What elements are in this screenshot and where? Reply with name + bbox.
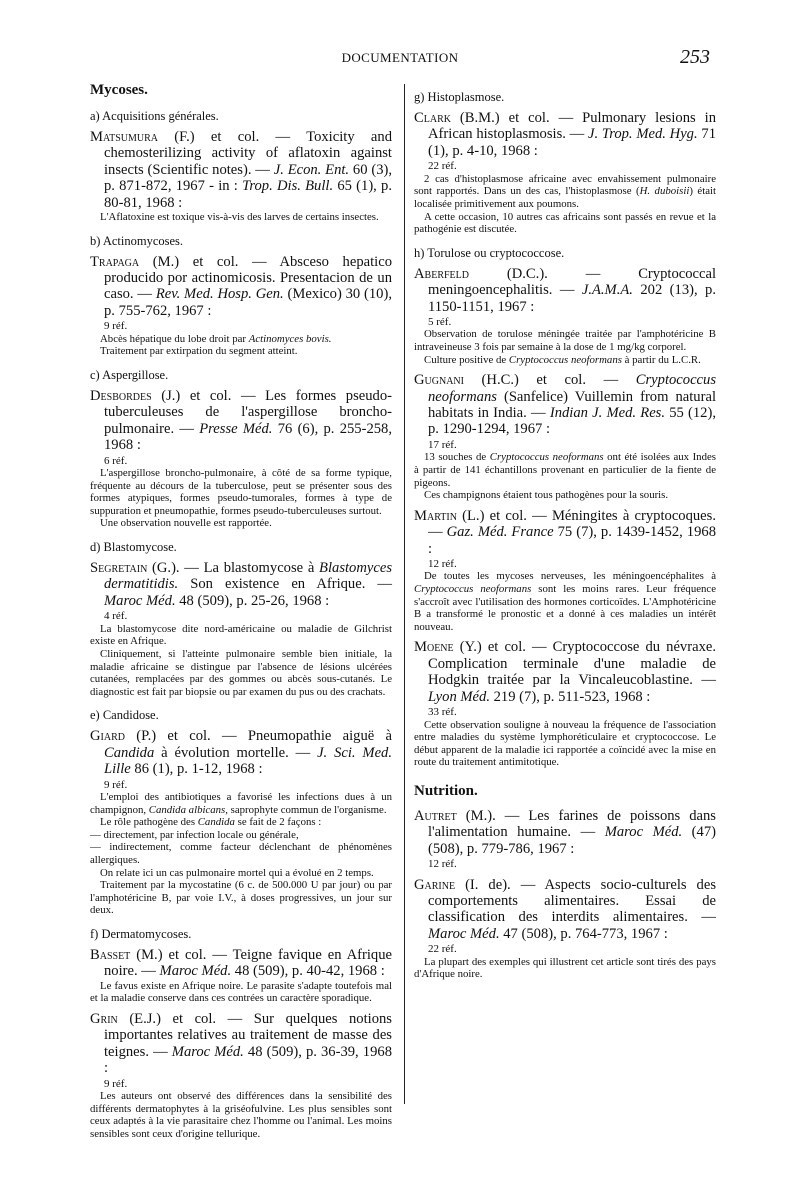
journal-title: Presse Méd. xyxy=(199,420,273,437)
bibliography-entry xyxy=(90,947,392,1005)
subsection-heading: e) Candidose. xyxy=(90,708,159,723)
reference-count: 22 réf. xyxy=(428,943,457,956)
citation: Moene (Y.) et col. — Cryptococcose du névraxe. Complication terminale d'une maladie de Hodgkin traitée par la Vincaleucoblastine. — Lyon Méd. 219 (7), p. 511-523, 1968 : xyxy=(414,639,716,705)
abstract: Le favus existe en Afrique noire. Le parasite s'adapte toutefois mal et la maladie conserve dans ces contrées un caractère sporadique. xyxy=(90,979,392,1005)
section-heading-nutrition: Nutrition. xyxy=(414,782,478,799)
abstract: L'emploi des antibiotiques a favorisé les infections dues à un champignon, Candida albicans, saprophyte commun de l'organisme. Le rôle pathogène des Candida se fait de 2 façons : — directement, par infection locale ou générale, — indirectement, comme facteur déclenchant de phénomènes allergiques. On relate ici un cas pulmonaire mortel qui a évolué en 2 temps. Traitement par la mycostatine (6 c. de 500.000 U par jour) ou par l'amphotéricine B, par voie I.V., à doses progressives, un jour sur deux. xyxy=(90,791,392,917)
bibliography-entry xyxy=(90,129,392,224)
citation: Desbordes (J.) et col. — Les formes pseudo-tuberculeuses de l'aspergillose broncho-pulmonaire. — Presse Méd. 76 (6), p. 255-258, 1968 : xyxy=(90,387,392,454)
author-name: Giard xyxy=(90,728,125,745)
citation: Clark (B.M.) et col. — Pulmonary lesions in African histoplasmosis. — J. Trop. Med. Hyg. 71 (1), p. 4-10, 1968 : xyxy=(414,110,716,159)
reference-count: 33 réf. xyxy=(428,706,457,718)
journal-title: Trop. Dis. Bull. xyxy=(242,178,334,195)
bibliography-entry xyxy=(414,639,716,769)
citation: Trapaga (M.) et col. — Absceso hepatico producido por actinomicosis. Presentacion de un caso. — Rev. Med. Hosp. Gen. (Mexico) 30 (10), p. 755-762, 1967 : xyxy=(90,253,392,319)
reference-count: 4 réf. xyxy=(104,610,128,623)
author-name: Martin xyxy=(414,507,457,524)
citation: Martin (L.) et col. — Méningites à cryptocoques. — Gaz. Méd. France 75 (7), p. 1439-1452, 1968 : xyxy=(414,507,716,557)
bibliography-entry xyxy=(90,254,392,358)
column-divider xyxy=(404,84,405,1104)
journal-title: Rev. Med. Hosp. Gen. xyxy=(155,286,284,303)
abstract: La plupart des exemples qui illustrent cet article sont tirés des pays d'Afrique noire. xyxy=(414,955,716,981)
bibliography-entry xyxy=(90,388,392,530)
abstract: L'aspergillose broncho-pulmonaire, à côté de sa forme typique, fréquente au décours de la tuberculose, peut se présenter sous des formes atypiques, formes pseudo-tumorales, formes à type de suppuration et pneumopathie, formes pseudo-tuberculeuses surtout. Une observation nouvelle est rapportée. xyxy=(90,467,392,530)
bibliography-entry xyxy=(414,266,716,367)
author-name: Grin xyxy=(90,1010,118,1027)
running-title: DOCUMENTATION xyxy=(341,50,459,65)
author-name: Segretain xyxy=(90,560,148,577)
abstract: Les auteurs ont observé des différences dans la sensibilité des différents dermatophytes à la griséofulvine. Les plus sensibles sont ceux adaptés à la vie parasitaire chez l'homme ou l'animal. Les moins sensibles sont ceux d'origine tellurique. xyxy=(90,1090,392,1140)
bibliography-entry xyxy=(90,728,392,917)
abstract: 2 cas d'histoplasmose africaine avec envahissement pulmonaire sont rapportés. Dans un des cas, l'histoplasmose (H. duboisii) était localisée primitivement aux poumons. A cette occasion, 10 autres cas africains sont passés en revue et la pathogénie est discutée. xyxy=(414,172,716,236)
reference-count: 6 réf. xyxy=(104,454,128,467)
reference-count: 12 réf. xyxy=(428,557,457,570)
citation: Grin (E.J.) et col. — Sur quelques notions importantes relatives au traitement de masse des teignes. — Maroc Méd. 48 (509), p. 36-39, 1968 : xyxy=(90,1010,392,1077)
subsection-heading: b) Actinomycoses. xyxy=(90,233,184,248)
reference-count: 17 réf. xyxy=(428,438,457,451)
author-name: Trapaga xyxy=(90,253,140,270)
subsection-heading: g) Histoplasmose. xyxy=(414,90,505,104)
reference-count: 22 réf. xyxy=(428,160,457,173)
abstract: Abcès hépatique du lobe droit par Actinomyces bovis. Traitement par extirpation du segment atteint. xyxy=(100,332,332,358)
reference-count: 9 réf. xyxy=(104,1077,128,1090)
bibliography-entry xyxy=(414,877,716,981)
journal-title: Gaz. Méd. France xyxy=(446,524,554,541)
bibliography-entry xyxy=(414,508,716,634)
journal-title: J. Sci. Med. Lille xyxy=(104,744,392,778)
abstract: L'Aflatoxine est toxique vis-à-vis des larves de certains insectes. xyxy=(100,211,379,224)
journal-title: Maroc Méd. xyxy=(104,592,176,609)
author-name: Gugnani xyxy=(414,372,464,389)
bibliography-entry xyxy=(414,110,716,236)
journal-title: Maroc Méd. xyxy=(171,1043,244,1060)
reference-count: 9 réf. xyxy=(104,320,128,333)
author-name: Clark xyxy=(414,110,451,126)
citation: Gugnani (H.C.) et col. — Cryptococcus neoformans (Sanfelice) Vuillemin from natural habitats in India. — Indian J. Med. Res. 55 (12), p. 1290-1294, 1967 : xyxy=(414,372,716,438)
abstract: La blastomycose dite nord-américaine ou maladie de Gilchrist existe en Afrique. Cliniquement, si l'atteinte pulmonaire semble bien initiale, la maladie africaine se distingue par l'absence de lésions ulcérées cutanées, remplacées par des gommes ou abcès sous-cutanés. Le diagnostic est fait par biopsie ou par examen du pus ou des crachats. xyxy=(90,622,392,698)
author-name: Aberfeld xyxy=(414,265,469,282)
right-column xyxy=(414,80,716,987)
citation: Aberfeld (D.C.). — Cryptococcal meningoencephalitis. — J.A.M.A. 202 (13), p. 1150-1151, 1967 : xyxy=(414,265,716,315)
citation: Basset (M.) et col. — Teigne favique en Afrique noire. — Maroc Méd. 48 (509), p. 40-42, 1968 : xyxy=(90,946,392,980)
subsection-heading: f) Dermatomycoses. xyxy=(90,926,192,941)
author-name: Garine xyxy=(414,876,456,893)
journal-title: J. Econ. Ent. xyxy=(273,161,350,178)
journal-title: Lyon Méd. xyxy=(428,688,490,705)
page-header xyxy=(0,46,800,70)
author-name: Basset xyxy=(90,946,131,963)
citation: Segretain (G.). — La blastomycose à Blastomyces dermatitidis. Son existence en Afrique. — Maroc Méd. 48 (509), p. 25-26, 1968 : xyxy=(90,560,392,609)
species-name: Blastomyces dermatitidis. xyxy=(104,560,392,593)
bibliography-entry xyxy=(90,1011,392,1141)
author-name: Moene xyxy=(414,639,454,656)
abstract: Observation de torulose méningée traitée par l'amphotéricine B intraveineuse 3 fois par semaine à la dose de 1 mg/kg corporel. Culture positive de Cryptococcus neoformans à partir du L.C.R. xyxy=(414,328,716,366)
citation: Matsumura (F.) et col. — Toxicity and chemosterilizing activity of aflatoxin against insects (Scientific notes). — J. Econ. Ent. 60 (3), p. 871-872, 1967 - in : Trop. Dis. Bull. 65 (1), p. 80-81, 1968 : xyxy=(90,129,392,211)
subsection-heading: d) Blastomycose. xyxy=(90,540,177,555)
species-name: Cryptococcus neoformans xyxy=(428,372,716,405)
citation: Garine (I. de). — Aspects socio-culturels des comportements alimentaires. Essai de classification des interdits alimentaires. — Maroc Méd. 47 (508), p. 764-773, 1967 : xyxy=(414,876,716,942)
journal-title: Maroc Méd. xyxy=(604,824,683,841)
left-column xyxy=(90,80,392,1146)
bibliography-entry xyxy=(90,560,392,698)
citation: Autret (M.). — Les farines de poissons dans l'alimentation humaine. — Maroc Méd. (47) (508), p. 779-786, 1967 : xyxy=(414,807,716,857)
abstract: 13 souches de Cryptococcus neoformans ont été isolées aux Indes à partir de 141 échantillons provenant en particulier de la fiente de pigeons. Ces champignons étaient tous pathogènes pour la souris. xyxy=(414,451,716,502)
reference-count: 5 réf. xyxy=(428,315,452,328)
citation: Giard (P.) et col. — Pneumopathie aiguë à Candida à évolution mortelle. — J. Sci. Med. Lille 86 (1), p. 1-12, 1968 : xyxy=(90,728,392,778)
page-number: 253 xyxy=(680,46,710,68)
journal-title: J. Trop. Med. Hyg. xyxy=(588,126,698,143)
subsection-heading: h) Torulose ou cryptococcose. xyxy=(414,245,565,260)
journal-title: J.A.M.A. xyxy=(581,282,633,299)
author-name: Desbordes xyxy=(90,387,152,404)
section-heading-mycoses: Mycoses. xyxy=(90,82,148,98)
author-name: Autret xyxy=(414,807,457,824)
reference-count: 9 réf. xyxy=(104,778,128,791)
abstract: Cette observation souligne à nouveau la fréquence de l'association entre maladies du système lymphoréticulaire et cryptococcose. Le début apparent de la maladie ici rapportée a coïncidé avec la mise en route du traitement antimitotique. xyxy=(414,718,716,769)
reference-count: 12 réf. xyxy=(428,858,457,871)
bibliography-entry xyxy=(414,372,716,502)
author-name: Matsumura xyxy=(90,129,158,145)
abstract: De toutes les mycoses nerveuses, les méningoencéphalites à Cryptococcus neoformans sont les moins rares. Leur fréquence s'accroît avec l'utilisation des hormones corticoïdes. L'Amphotéricine B a transformé le pronostic et a donné à ces maladies un intérêt nouveau. xyxy=(414,570,716,633)
species-name: Candida xyxy=(104,744,155,761)
journal-title: Maroc Méd. xyxy=(159,963,232,980)
bibliography-entry xyxy=(414,808,716,871)
journal-title: Maroc Méd. xyxy=(428,925,500,942)
subsection-heading: c) Aspergillose. xyxy=(90,367,169,382)
journal-title: Indian J. Med. Res. xyxy=(549,405,665,421)
subsection-heading: a) Acquisitions générales. xyxy=(90,109,219,123)
